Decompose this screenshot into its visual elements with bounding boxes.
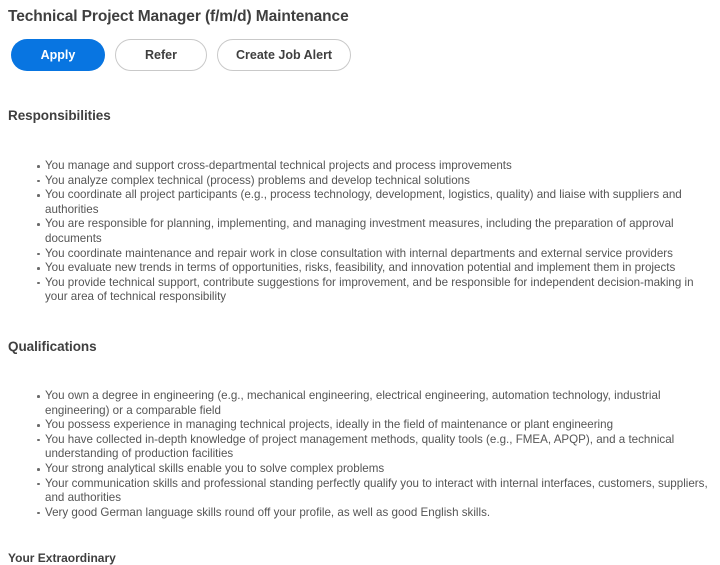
list-item: You own a degree in engineering (e.g., mechanical engineering, electrical engineering, automation technology, industrial engineering) or a comparable field	[8, 389, 717, 418]
refer-button[interactable]: Refer	[115, 39, 207, 71]
list-item: You manage and support cross-departmental technical projects and process improvements	[8, 159, 717, 174]
list-item: You coordinate all project participants (e.g., process technology, development, logistics, quality) and liaise with suppliers and authorities	[8, 188, 717, 217]
list-item: Very good German language skills round off your profile, as well as good English skills.	[8, 506, 717, 521]
list-item: You evaluate new trends in terms of opportunities, risks, feasibility, and innovation potential and implement them in projects	[8, 261, 717, 276]
action-bar	[0, 27, 720, 71]
create-job-alert-button[interactable]: Create Job Alert	[217, 39, 351, 71]
section-heading-next-clipped: Your Extraordinary	[8, 551, 116, 565]
list-item: You provide technical support, contribute suggestions for improvement, and be responsible for independent decision-making in your area of technical responsibility	[8, 276, 717, 305]
list-item: Your communication skills and professional standing perfectly qualify you to interact with internal interfaces, customers, suppliers, and authorities	[8, 477, 717, 506]
list-item: Your strong analytical skills enable you to solve complex problems	[8, 462, 717, 477]
responsibilities-section	[0, 71, 720, 305]
list-item: You coordinate maintenance and repair work in close consultation with internal departments and external service providers	[8, 247, 717, 262]
page-title: Technical Project Manager (f/m/d) Maintenance	[8, 8, 349, 25]
qualifications-section	[0, 305, 720, 520]
qualifications-list	[8, 354, 720, 520]
section-heading-qualifications: Qualifications	[8, 338, 97, 354]
list-item: You have collected in-depth knowledge of project management methods, quality tools (e.g., FMEA, APQP), and a technical understanding of production facilities	[8, 433, 717, 462]
list-item: You analyze complex technical (process) problems and develop technical solutions	[8, 174, 717, 189]
list-item: You are responsible for planning, implementing, and managing investment measures, including the preparation of approval documents	[8, 217, 717, 246]
responsibilities-list	[8, 123, 720, 305]
apply-button[interactable]: Apply	[11, 39, 105, 71]
section-heading-responsibilities: Responsibilities	[8, 108, 111, 123]
list-item: You possess experience in managing technical projects, ideally in the field of maintenance or plant engineering	[8, 418, 717, 433]
